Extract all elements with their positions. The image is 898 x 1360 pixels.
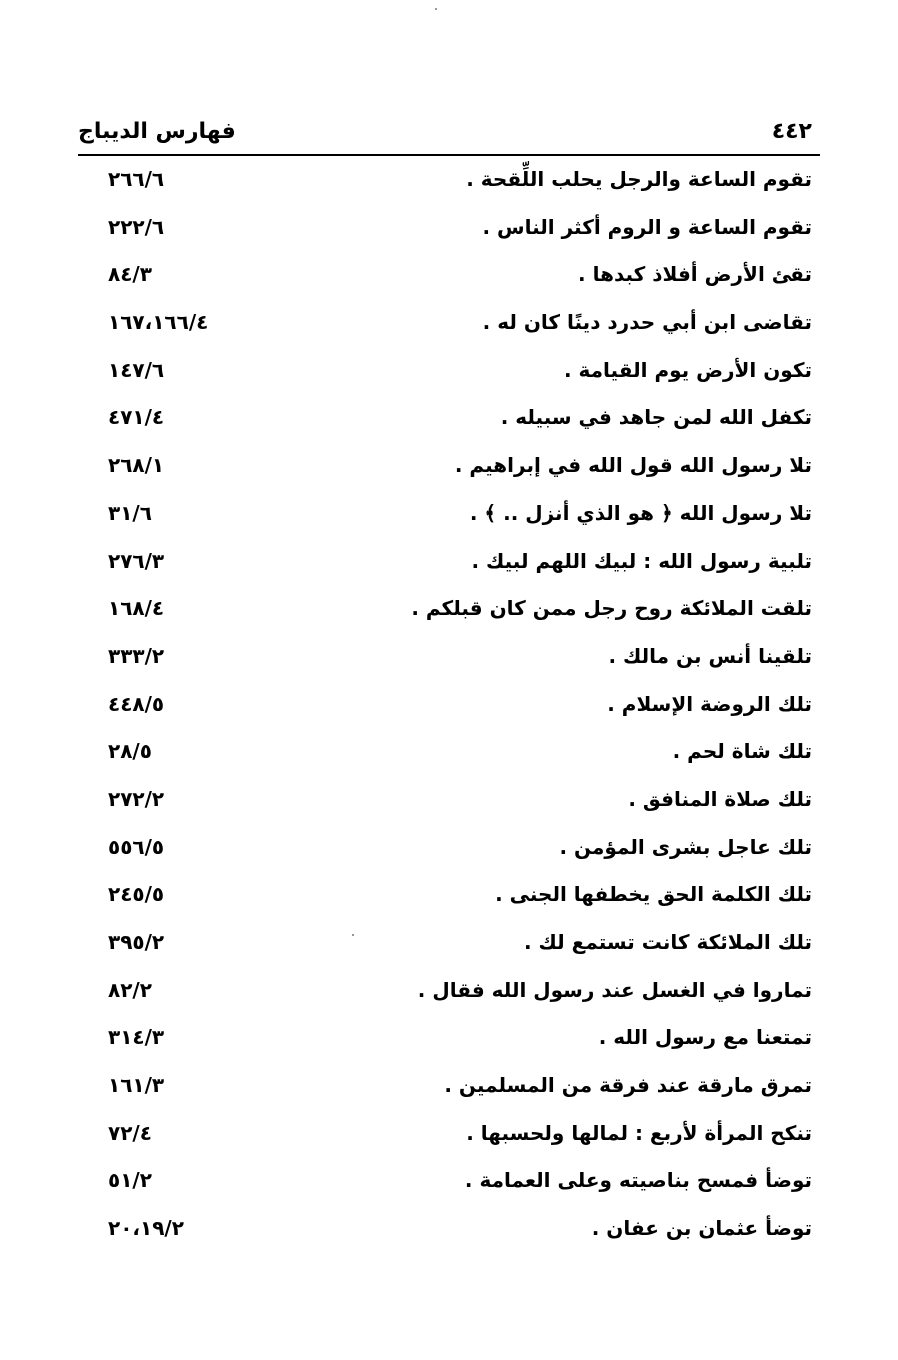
page-header bbox=[78, 113, 818, 153]
volume-page-reference: ١٦٨/٤ bbox=[108, 596, 165, 621]
hadith-phrase: تقاضى ابن أبي حدرد دينًا كان له . bbox=[482, 310, 812, 335]
hadith-phrase: تلك الكلمة الحق يخطفها الجنى . bbox=[495, 882, 812, 907]
hadith-phrase: توضأ فمسح بناصيته وعلى العمامة . bbox=[464, 1168, 812, 1193]
hadith-phrase: تماروا في الغسل عند رسول الله فقال . bbox=[417, 977, 812, 1002]
hadith-phrase: تلبية رسول الله : لبيك اللهم لبيك . bbox=[471, 548, 812, 573]
volume-page-reference: ١٦٧،١٦٦/٤ bbox=[108, 310, 209, 335]
hadith-phrase: تلا رسول الله ﴿ هو الذي أنزل .. ﴾ . bbox=[469, 500, 812, 525]
hadith-phrase: تنكح المرأة لأربع : لمالها ولحسبها . bbox=[466, 1120, 812, 1145]
scan-speck bbox=[352, 934, 354, 936]
index-entry bbox=[78, 779, 818, 827]
volume-page-reference: ٨٤/٣ bbox=[108, 262, 152, 287]
hadith-phrase: تلقت الملائكة روح رجل ممن كان قبلكم . bbox=[411, 596, 812, 621]
volume-page-reference: ٢٧٦/٣ bbox=[108, 548, 165, 573]
hadith-phrase: تمرق مارقة عند فرقة من المسلمين . bbox=[444, 1073, 812, 1098]
hadith-phrase: تكفل الله لمن جاهد في سبيله . bbox=[500, 405, 812, 430]
index-entry bbox=[78, 350, 818, 398]
header-divider bbox=[78, 154, 820, 156]
index-entry bbox=[78, 302, 818, 350]
volume-page-reference: ١٤٧/٦ bbox=[108, 357, 165, 382]
index-entry bbox=[78, 1017, 818, 1065]
volume-page-reference: ٧٢/٤ bbox=[108, 1120, 152, 1145]
volume-page-reference: ٥٥٦/٥ bbox=[108, 834, 165, 859]
index-entry bbox=[78, 397, 818, 445]
volume-page-reference: ٤٧١/٤ bbox=[108, 405, 165, 430]
index-entry bbox=[78, 1065, 818, 1113]
hadith-phrase: تلك شاة لحم . bbox=[672, 739, 812, 764]
hadith-phrase: توضأ عثمان بن عفان . bbox=[591, 1216, 812, 1241]
hadith-phrase: تلك الملائكة كانت تستمع لك . bbox=[524, 930, 812, 954]
volume-page-reference: ٢٦٨/١ bbox=[108, 453, 165, 478]
hadith-phrase: تلك الروضة الإسلام . bbox=[607, 691, 812, 716]
hadith-phrase: تقوم الساعة والرجل يحلب اللِّقحة . bbox=[466, 167, 812, 191]
volume-page-reference: ١٦١/٣ bbox=[108, 1073, 165, 1098]
index-entry bbox=[78, 445, 818, 493]
scan-speck bbox=[435, 8, 437, 10]
index-entry bbox=[78, 970, 818, 1018]
volume-page-reference: ٣١/٦ bbox=[108, 500, 152, 525]
index-entry bbox=[78, 159, 818, 207]
index-entry bbox=[78, 636, 818, 684]
volume-page-reference: ٢٦٦/٦ bbox=[108, 167, 165, 191]
index-entry-list bbox=[78, 159, 818, 1256]
volume-page-reference: ٣٩٥/٢ bbox=[108, 930, 165, 954]
index-entry bbox=[78, 588, 818, 636]
hadith-phrase: تقئ الأرض أفلاذ كبدها . bbox=[578, 262, 812, 287]
hadith-phrase: تلك عاجل بشرى المؤمن . bbox=[559, 834, 812, 859]
hadith-phrase: تكون الأرض يوم القيامة . bbox=[563, 357, 812, 382]
volume-page-reference: ٣١٤/٣ bbox=[108, 1025, 165, 1050]
volume-page-reference: ٢٨/٥ bbox=[108, 739, 152, 764]
volume-page-reference: ٤٤٨/٥ bbox=[108, 691, 165, 716]
volume-page-reference: ٢٢٢/٦ bbox=[108, 214, 165, 239]
index-entry bbox=[78, 874, 818, 922]
index-entry bbox=[78, 827, 818, 875]
index-entry bbox=[78, 1113, 818, 1161]
hadith-phrase: تلا رسول الله قول الله في إبراهيم . bbox=[454, 453, 812, 478]
hadith-phrase: تلقينا أنس بن مالك . bbox=[608, 643, 812, 668]
index-entry bbox=[78, 922, 818, 970]
hadith-phrase: تقوم الساعة و الروم أكثر الناس . bbox=[482, 214, 812, 239]
hadith-phrase: تلك صلاة المنافق . bbox=[628, 786, 812, 811]
index-entry bbox=[78, 1160, 818, 1208]
hadith-phrase: تمتعنا مع رسول الله . bbox=[598, 1025, 812, 1050]
index-entry bbox=[78, 1208, 818, 1256]
volume-page-reference: ٣٣٣/٢ bbox=[108, 643, 165, 668]
index-entry bbox=[78, 207, 818, 255]
volume-page-reference: ٨٢/٢ bbox=[108, 977, 152, 1002]
volume-page-reference: ٢٤٥/٥ bbox=[108, 882, 165, 907]
index-entry bbox=[78, 684, 818, 732]
index-entry bbox=[78, 541, 818, 589]
index-entry bbox=[78, 731, 818, 779]
index-entry bbox=[78, 254, 818, 302]
volume-page-reference: ٥١/٢ bbox=[108, 1168, 152, 1193]
page-number: ٤٤٢ bbox=[771, 119, 812, 144]
running-title: فهارس الديباج bbox=[78, 119, 236, 144]
index-entry bbox=[78, 493, 818, 541]
volume-page-reference: ٢٠،١٩/٢ bbox=[108, 1216, 184, 1241]
volume-page-reference: ٢٧٢/٢ bbox=[108, 786, 165, 811]
